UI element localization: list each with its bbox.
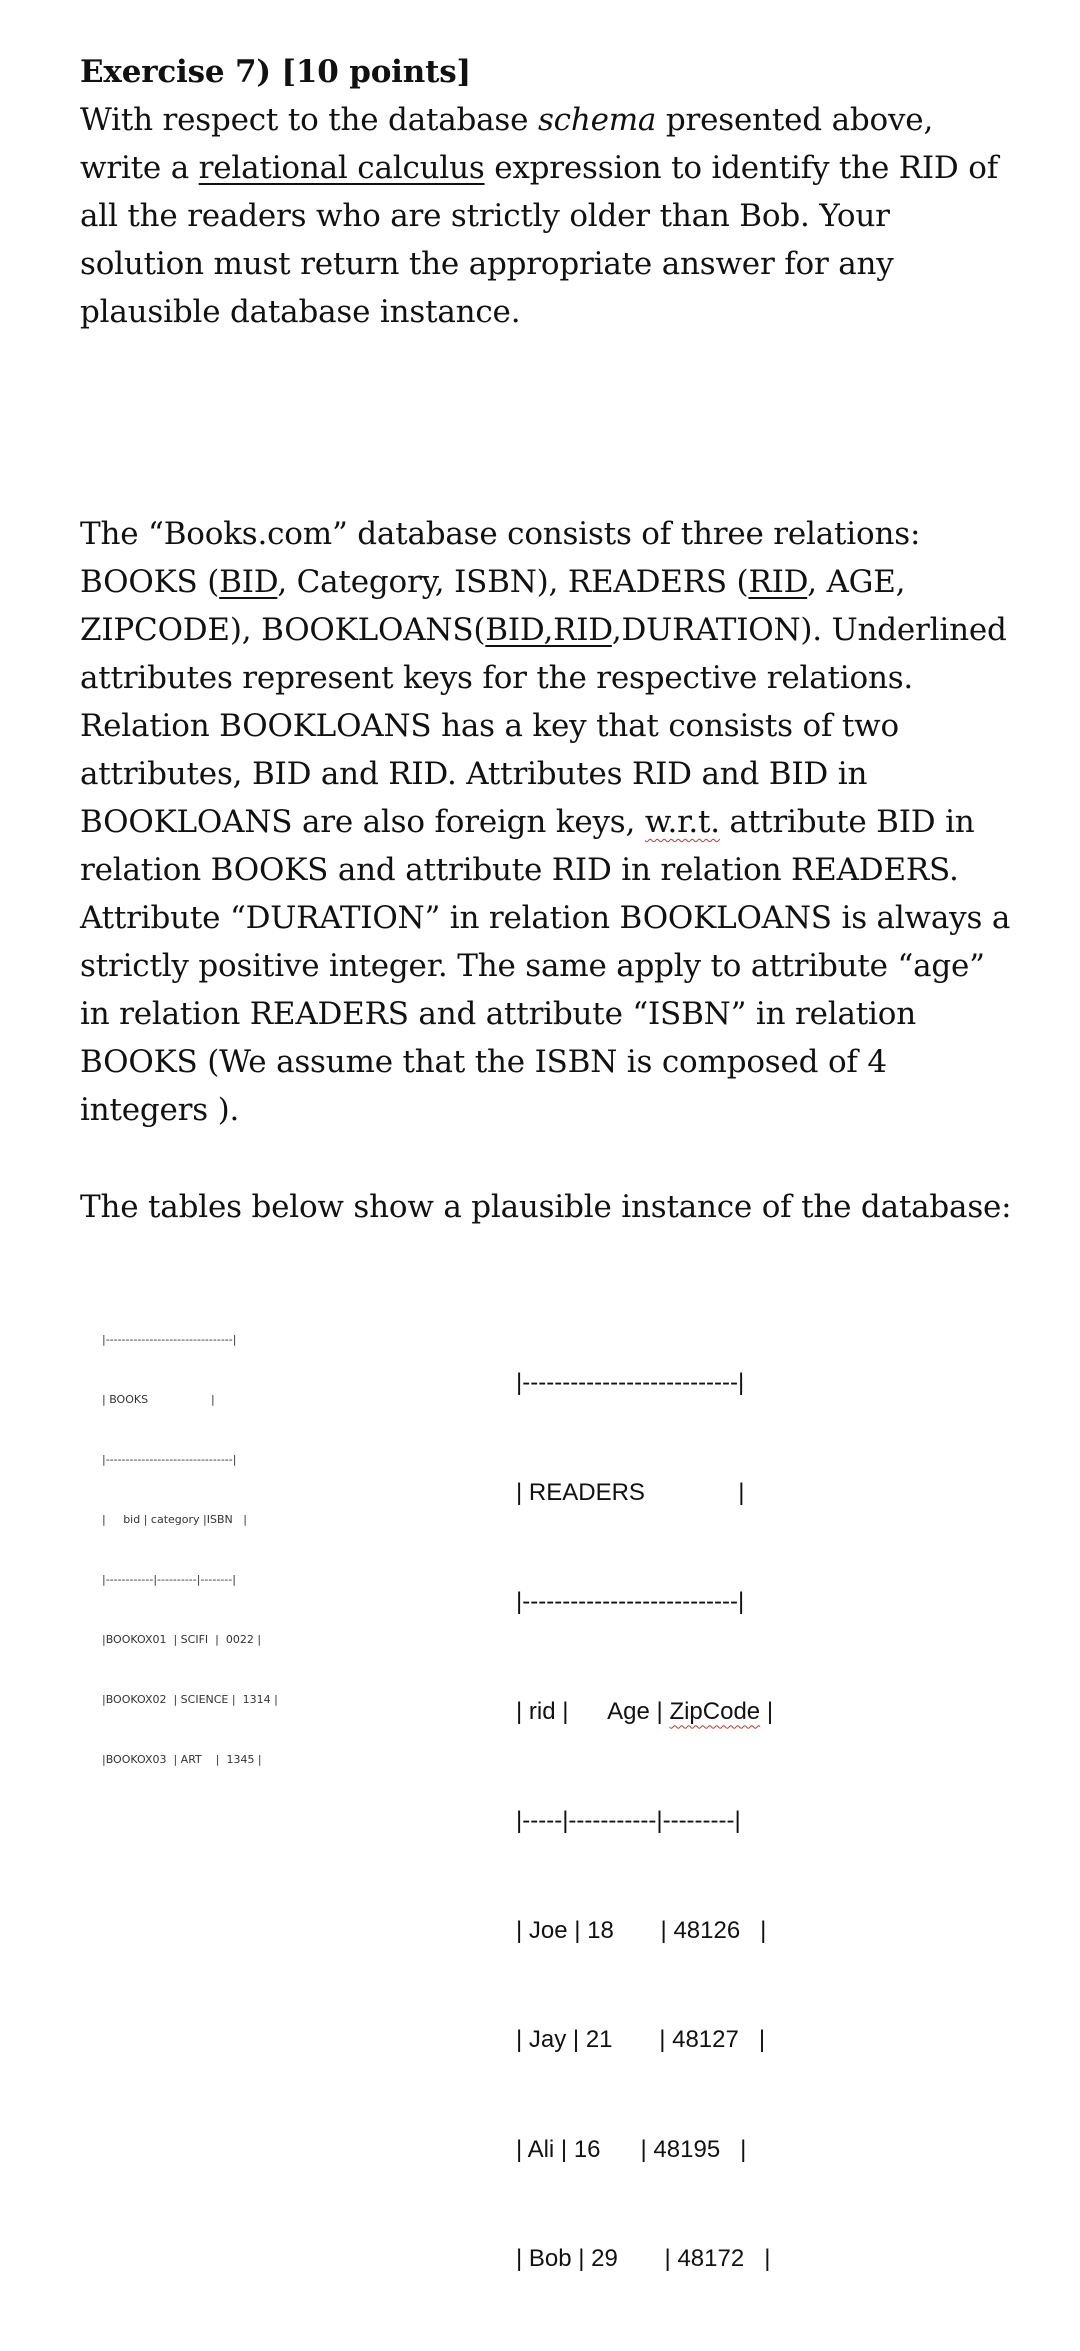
schema-key-bid-rid: BID,RID (485, 612, 612, 648)
readers-separator: |-----|-----------|---------| (516, 1807, 741, 1834)
schema-text-4: ,DURATION). Underlined attributes represent keys for the respective relations. Relation BOOKLOANS has a key that consists of two attributes, BID and RID. Attributes RID and BID in BOOKLOANS are also foreign keys, (80, 612, 1007, 840)
books-table-line: | BOOKS | (102, 1393, 215, 1406)
readers-border-top: |---------------------------| (516, 1369, 745, 1396)
schema-text-5: attribute BID in relation BOOKS and attribute RID in relation READERS. Attribute “DURATION” in relation BOOKLOANS is always a strictly positive integer. The same apply to attribute “age” in relation READERS and attribute “ISBN” in relation BOOKS (We assume that the ISBN is composed of 4 integers ). (80, 804, 1011, 1128)
schema-description (80, 510, 1020, 1134)
schema-text-1: The “Books.com” database consists of three relations: BOOKS ( (80, 516, 921, 600)
readers-row: | Ali | 16 | 48195 | (516, 2135, 747, 2163)
readers-row: | Jay | 21 | 48127 | (516, 2026, 766, 2053)
books-table-line: |--------------------------------| (102, 1333, 237, 1346)
books-table-line: |BOOKOX01 | SCIFI | 0022 | (102, 1633, 262, 1646)
readers-row: | Joe | 18 | 48126 | (516, 1916, 767, 1944)
readers-header-rid-age: | rid | Age | (516, 1697, 670, 1725)
readers-header (516, 1694, 773, 1731)
exercise-body-text-3: expression to identify the RID of all the readers who are strictly older than Bob. Your solution must return the appropriate answer for any plausible database instance. (80, 150, 998, 330)
books-table-line: | bid | category |ISBN | (102, 1513, 247, 1526)
exercise-body-text-2: presented above, write a (80, 102, 934, 186)
readers-title: | READERS | (516, 1478, 745, 1506)
schema-key-rid: RID (748, 564, 808, 600)
tables-intro: The tables below show a plausible instance of the database: (80, 1189, 1012, 1225)
exercise-body (80, 96, 1020, 336)
books-table-line: |--------------------------------| (102, 1453, 237, 1466)
schema-text-3: , AGE, ZIPCODE), BOOKLOANS( (80, 564, 906, 648)
exercise-body-underlined: relational calculus (198, 150, 485, 186)
exercise-body-text-1: With respect to the database (80, 102, 538, 138)
readers-table (516, 1292, 773, 2351)
schema-spellcheck-wrt: w.r.t. (644, 804, 720, 840)
exercise-title: Exercise 7) [10 points] (80, 54, 471, 90)
exercise-body-emphasis: schema (537, 102, 657, 138)
readers-header-zipcode: ZipCode (669, 1697, 761, 1725)
books-table-line: |------------|----------|--------| (102, 1573, 236, 1586)
schema-text-2: , Category, ISBN), READERS ( (277, 564, 749, 600)
books-table-line: |BOOKOX03 | ART | 1345 | (102, 1753, 262, 1766)
readers-border-mid: |---------------------------| (516, 1588, 745, 1615)
readers-header-end: | (760, 1697, 774, 1725)
books-table-line: |BOOKOX02 | SCIENCE | 1314 | (102, 1693, 278, 1706)
schema-key-bid: BID (219, 564, 278, 600)
books-table (102, 1290, 342, 1766)
readers-row: | Bob | 29 | 48172 | (516, 2245, 771, 2272)
